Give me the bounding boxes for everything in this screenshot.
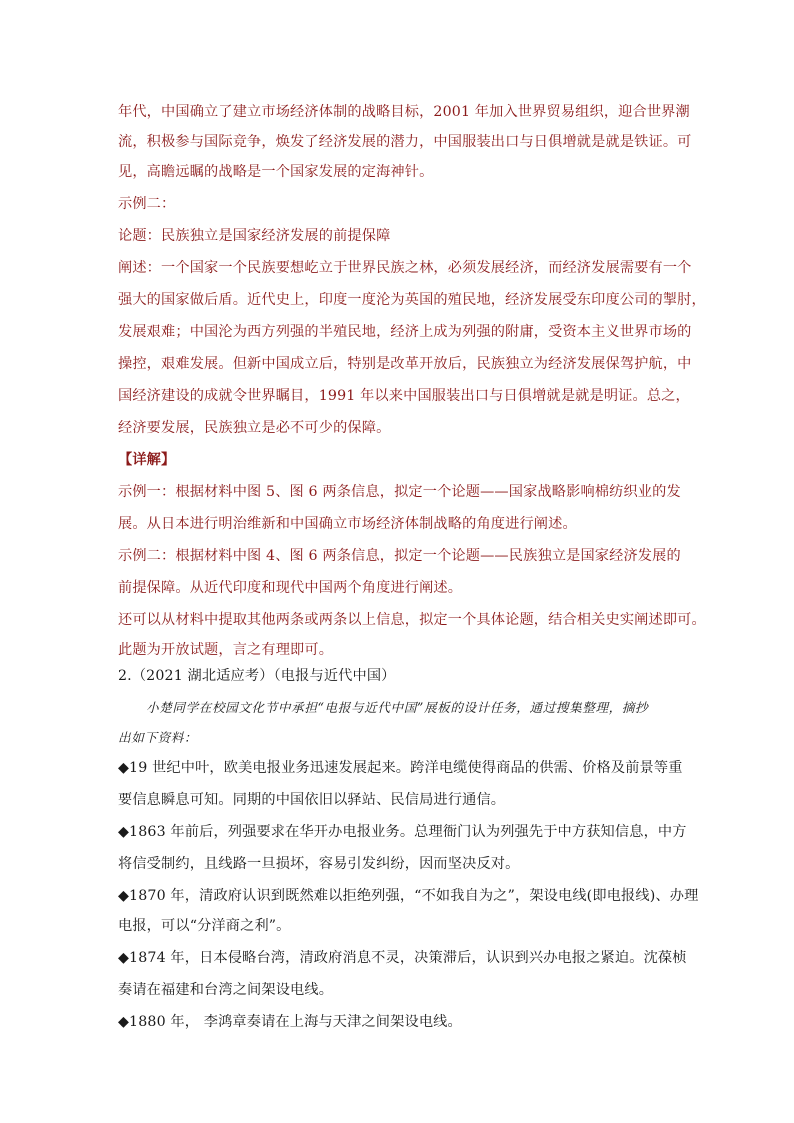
argument-line-4: 操控，艰难发展。但新中国成立后，特别是改革开放后，民族独立为经济发展保驾护航，中	[118, 356, 692, 372]
bullet-line-7: ◆1874 年，日本侵略台湾，清政府消息不灵，决策滞后，认识到兴办电报之紧迫。沈葆桢	[118, 950, 687, 966]
argument-line-3: 发展艰难；中国沦为西方列强的半殖民地，经济上成为列强的附庸，受资本主义世界市场的	[118, 324, 692, 340]
explanation-line-2: 展。从日本进行明治维新和中国确立市场经济体制战略的角度进行阐述。	[118, 516, 577, 532]
explanation-line-3: 示例二：根据材料中图 4、图 6 两条信息，拟定一个论题——民族独立是国家经济发展的	[118, 548, 681, 564]
bullet-line-3: ◆1863 年前后，列强要求在华开办电报业务。总理衙门认为列强先于中方获知信息，中方	[118, 824, 687, 840]
explanation-line-5: 还可以从材料中提取其他两条或两条以上信息，拟定一个具体论题，结合相关史实阐述即可。	[118, 612, 706, 628]
bullet-line-2: 要信息瞬息可知。同期的中国依旧以驿站、民信局进行通信。	[118, 792, 506, 808]
argument-line-5: 国经济建设的成就令世界瞩目，1991 年以来中国服装出口与日俱增就是就是明证。总之，	[118, 388, 690, 404]
explanation-line-4: 前提保障。从近代印度和现代中国两个角度进行阐述。	[118, 580, 463, 596]
answer-line-1: 年代，中国确立了建立市场经济体制的战略目标，2001 年加入世界贸易组织，迎合世界潮	[118, 104, 690, 120]
argument-line-2: 强大的国家做后盾。近代史上，印度一度沦为英国的殖民地，经济发展受东印度公司的掣肘，	[118, 292, 706, 308]
question-2-intro-line-1: 小楚同学在校园文化节中承担“电报与近代中国”展板的设计任务，通过搜集整理，摘抄	[146, 700, 649, 715]
argument-line-1: 阐述：一个国家一个民族要想屹立于世界民族之林，必须发展经济，而经济发展需要有一个	[118, 260, 692, 276]
bullet-line-6: 电报，可以“分洋商之利”。	[118, 918, 291, 934]
explanation-heading: 【详解】	[118, 452, 176, 468]
question-2-intro-line-2: 出如下资料：	[118, 730, 198, 745]
bullet-line-1: ◆19 世纪中叶，欧美电报业务迅速发展起来。跨洋电缆使得商品的供需、价格及前景等重	[118, 760, 683, 776]
bullet-line-4: 将信受制约，且线路一旦损坏，容易引发纠纷，因而坚决反对。	[118, 856, 520, 872]
argument-line-6: 经济要发展，民族独立是必不可少的保障。	[118, 420, 391, 436]
answer-line-3: 见，高瞻远瞩的战略是一个国家发展的定海神针。	[118, 164, 434, 180]
answer-line-2: 流，积极参与国际竞争，焕发了经济发展的潜力，中国服装出口与日俱增就是就是铁证。可	[118, 134, 692, 150]
question-2-title: 2.（2021 湖北适应考）（电报与近代中国）	[118, 668, 396, 684]
bullet-line-9: ◆1880 年， 李鸿章奏请在上海与天津之间架设电线。	[118, 1014, 462, 1030]
bullet-line-5: ◆1870 年，清政府认识到既然难以拒绝列强，“不如我自为之”，架设电线(即电报线)、办理	[118, 888, 699, 904]
explanation-line-6: 此题为开放试题，言之有理即可。	[118, 642, 334, 658]
explanation-line-1: 示例一：根据材料中图 5、图 6 两条信息，拟定一个论题——国家战略影响棉纺织业的发	[118, 484, 681, 500]
bullet-line-8: 奏请在福建和台湾之间架设电线。	[118, 982, 334, 998]
example-two-label: 示例二：	[118, 196, 176, 212]
thesis-line: 论题：民族独立是国家经济发展的前提保障	[118, 228, 391, 244]
